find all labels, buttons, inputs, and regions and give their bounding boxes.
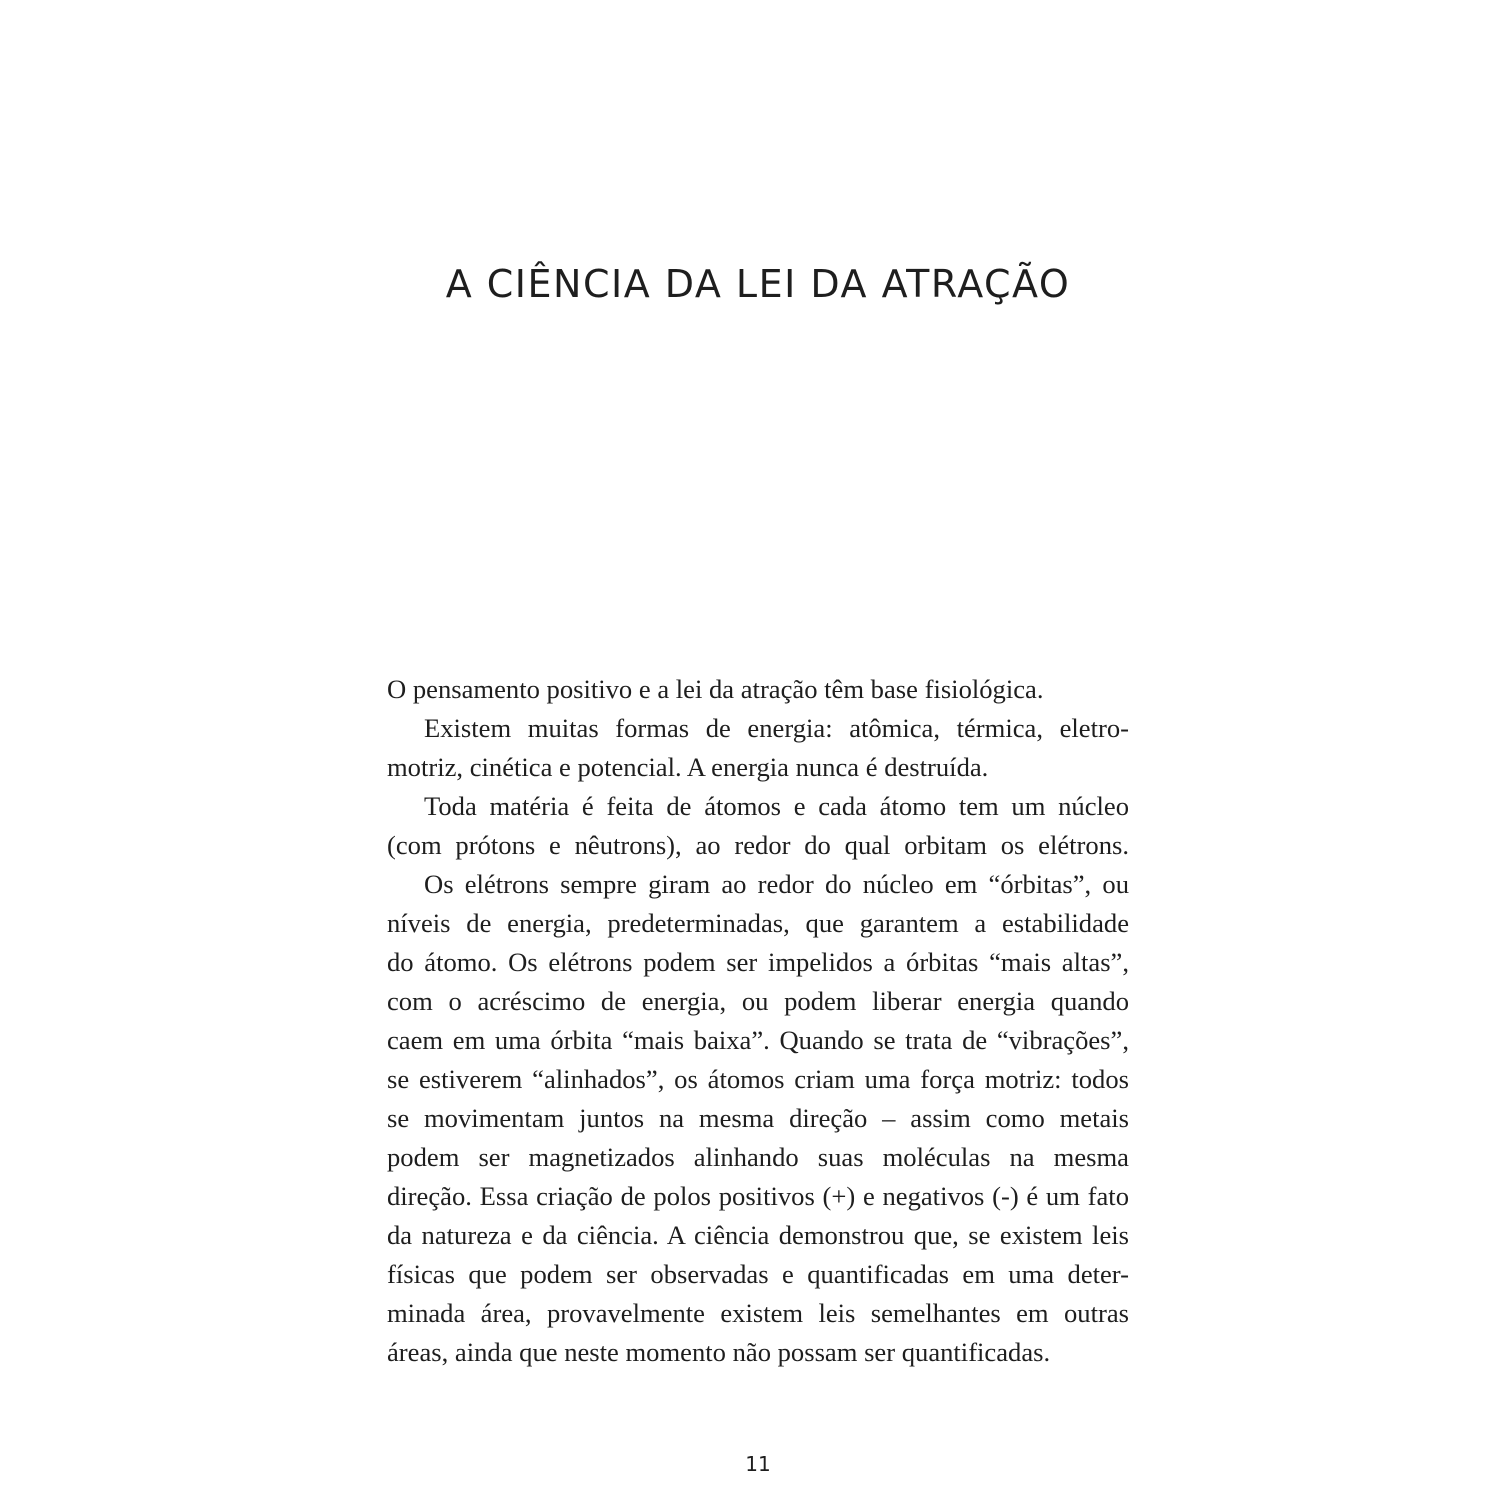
text-line: Os elétrons sempre giram ao redor do núcleo em “órbitas”, ou <box>424 869 1129 899</box>
text-line: minada área, provavelmente existem leis semelhantes em outras <box>387 1298 1129 1328</box>
text-line: se estiverem “alinhados”, os átomos criam uma força motriz: todos <box>387 1064 1129 1094</box>
paragraph <box>387 709 1129 787</box>
text-line: do átomo. Os elétrons podem ser impelidos a órbitas “mais altas”, <box>387 947 1129 977</box>
text-line: áreas, ainda que neste momento não possam ser quantificadas. <box>387 1337 1051 1367</box>
page-number: 11 <box>745 1452 771 1476</box>
text-line: caem em uma órbita “mais baixa”. Quando se trata de “vibrações”, <box>387 1025 1129 1055</box>
text-line: O pensamento positivo e a lei da atração têm base fisiológica. <box>387 674 1044 704</box>
paragraph <box>387 670 1129 709</box>
text-line: direção. Essa criação de polos positivos (+) e negativos (-) é um fato <box>387 1181 1129 1211</box>
text-line: da natureza e da ciência. A ciência demonstrou que, se existem leis <box>387 1220 1129 1250</box>
paragraph <box>387 865 1129 1372</box>
text-line: físicas que podem ser observadas e quantificadas em uma deter- <box>387 1259 1129 1289</box>
text-line: podem ser magnetizados alinhando suas moléculas na mesma <box>387 1142 1129 1172</box>
text-line: se movimentam juntos na mesma direção – assim como metais <box>387 1103 1129 1133</box>
body-text <box>387 670 1129 1372</box>
text-line: Existem muitas formas de energia: atômica, térmica, eletro- <box>424 713 1129 743</box>
paragraph <box>387 787 1129 865</box>
text-line: motriz, cinética e potencial. A energia nunca é destruída. <box>387 752 989 782</box>
text-line: (com prótons e nêutrons), ao redor do qual orbitam os elétrons. <box>387 830 1129 860</box>
chapter-title: A CIÊNCIA DA LEI DA ATRAÇÃO <box>445 262 1071 306</box>
text-line: com o acréscimo de energia, ou podem liberar energia quando <box>387 986 1129 1016</box>
text-line: Toda matéria é feita de átomos e cada átomo tem um núcleo <box>424 791 1129 821</box>
text-line: níveis de energia, predeterminadas, que garantem a estabilidade <box>387 908 1129 938</box>
